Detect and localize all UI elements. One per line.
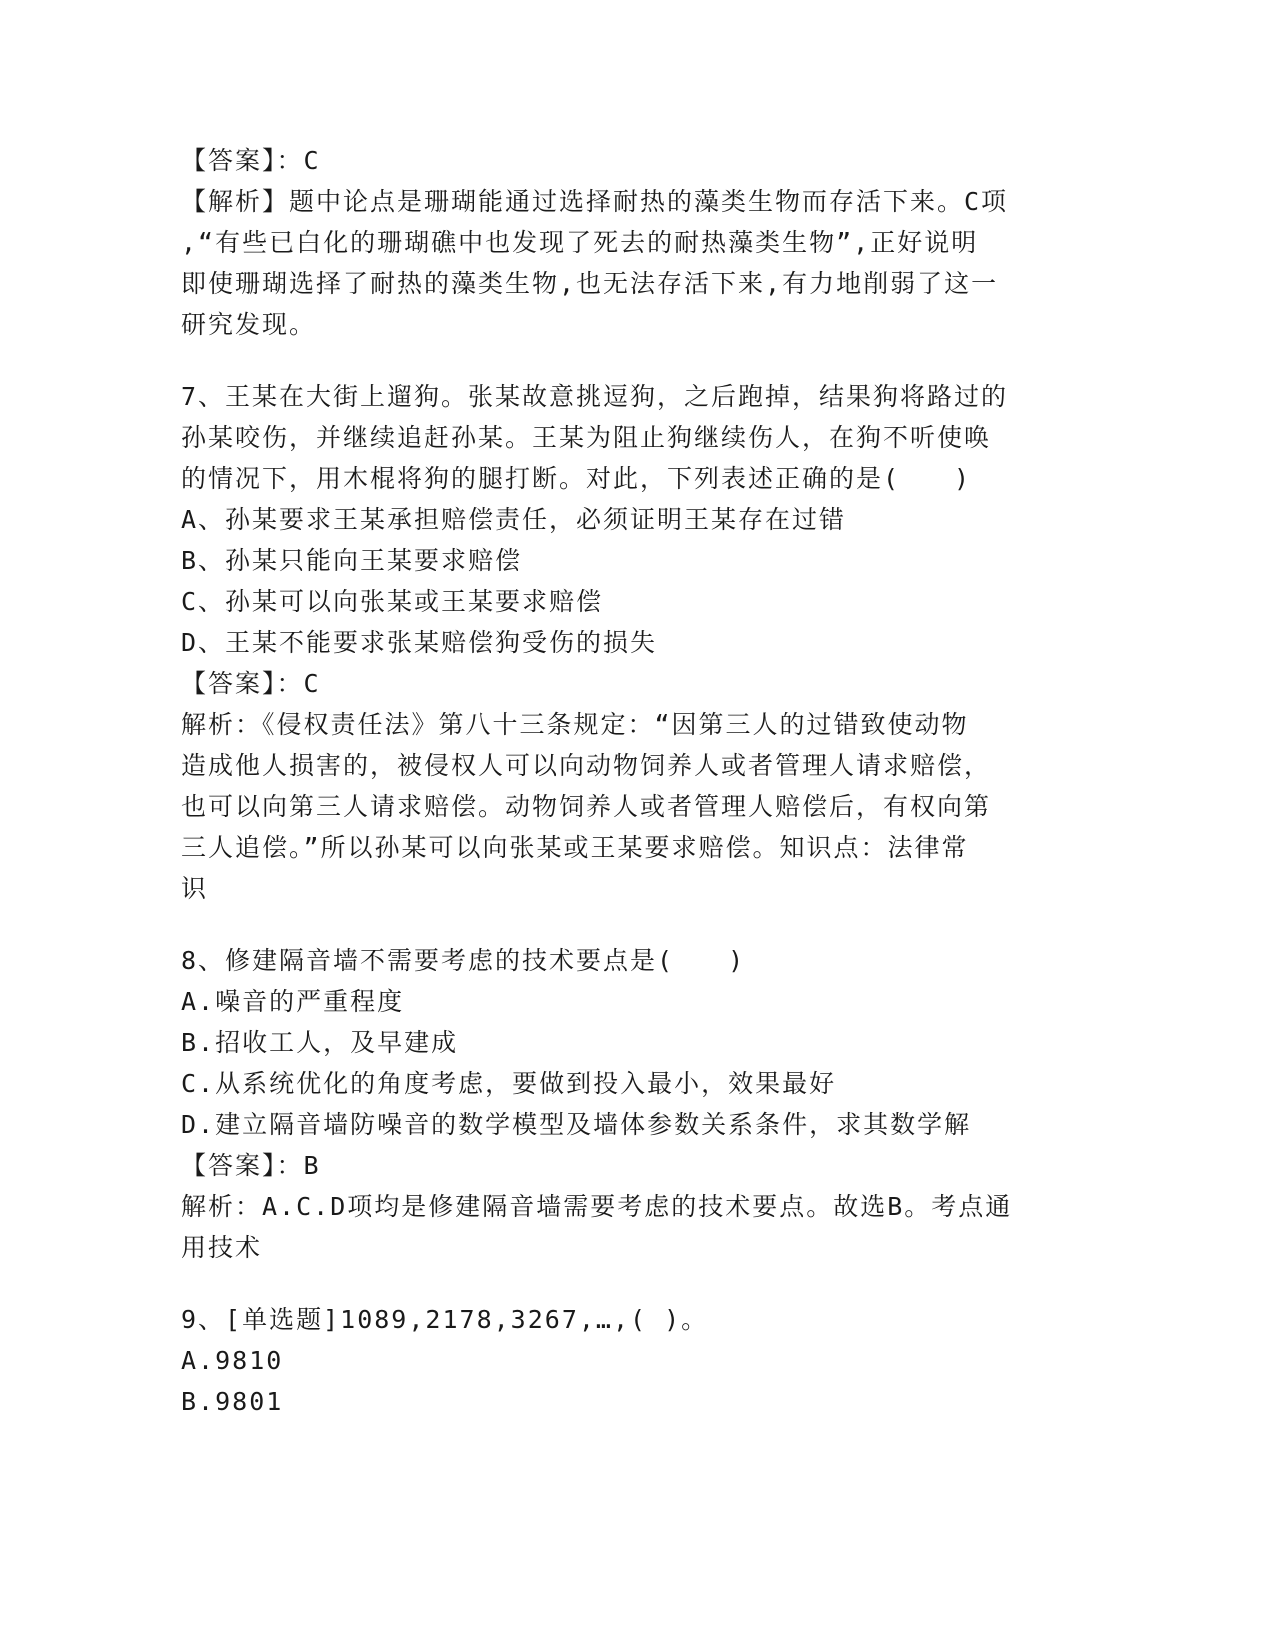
- explanation-line: 解析：《侵权责任法》第八十三条规定：“因第三人的过错致使动物: [181, 710, 969, 739]
- option-d: D.建立隔音墙防噪音的数学模型及墙体参数关系条件，求其数学解: [181, 1110, 972, 1139]
- question-8-answer: 【答案】：B: [181, 1151, 321, 1180]
- question-8-options: [181, 981, 1041, 1145]
- explanation-line: 识: [181, 874, 209, 903]
- question-9: [181, 1299, 1041, 1422]
- question-6-answer: 【答案】：C: [181, 146, 321, 175]
- stem-line: 9、[单选题]1089,2178,3267,…,( )。: [181, 1305, 709, 1334]
- option-c: C.从系统优化的角度考虑，要做到投入最小，效果最好: [181, 1069, 837, 1098]
- explanation-line: 研究发现。: [181, 310, 317, 339]
- explanation-line: 解析：A.C.D项均是修建隔音墙需要考虑的技术要点。故选B。考点通: [181, 1192, 1013, 1221]
- spacer: [181, 345, 1041, 376]
- spacer: [181, 1268, 1041, 1299]
- explanation-line: 用技术: [181, 1233, 263, 1262]
- spacer: [181, 909, 1041, 940]
- option-c: C、孙某可以向张某或王某要求赔偿: [181, 587, 604, 616]
- explanation-line: 也可以向第三人请求赔偿。动物饲养人或者管理人赔偿后，有权向第: [181, 792, 992, 821]
- stem-line: 7、王某在大街上遛狗。张某故意挑逗狗，之后跑掉，结果狗将路过的: [181, 382, 1009, 411]
- option-b: B.9801: [181, 1387, 284, 1416]
- question-7: [181, 376, 1041, 909]
- question-7-answer: 【答案】：C: [181, 669, 321, 698]
- option-b: B.招收工人，及早建成: [181, 1028, 459, 1057]
- explanation-line: 即使珊瑚选择了耐热的藻类生物,也无法存活下来,有力地削弱了这一: [181, 269, 999, 298]
- question-8: [181, 940, 1041, 1268]
- question-9-stem: [181, 1299, 1041, 1340]
- question-8-explanation: [181, 1186, 1041, 1268]
- explanation-line: ,“有些已白化的珊瑚礁中也发现了死去的耐热藻类生物”,正好说明: [181, 228, 979, 257]
- option-d: D、王某不能要求张某赔偿狗受伤的损失: [181, 628, 658, 657]
- question-9-options: [181, 1340, 1041, 1422]
- stem-line: 的情况下，用木棍将狗的腿打断。对此，下列表述正确的是( ): [181, 464, 972, 493]
- explanation-line: 【解析】题中论点是珊瑚能通过选择耐热的藻类生物而存活下来。C项: [181, 187, 1009, 216]
- option-a: A.噪音的严重程度: [181, 987, 405, 1016]
- question-7-options: [181, 499, 1041, 663]
- option-a: A、孙某要求王某承担赔偿责任，必须证明王某存在过错: [181, 505, 847, 534]
- explanation-line: 造成他人损害的，被侵权人可以向动物饲养人或者管理人请求赔偿，: [181, 751, 992, 780]
- stem-line: 孙某咬伤，并继续追赶孙某。王某为阻止狗继续伤人，在狗不听使唤: [181, 423, 992, 452]
- document-page: [181, 140, 1041, 1422]
- question-7-stem: [181, 376, 1041, 499]
- option-b: B、孙某只能向王某要求赔偿: [181, 546, 523, 575]
- question-8-stem: [181, 940, 1041, 981]
- question-6-explanation: [181, 181, 1041, 345]
- option-a: A.9810: [181, 1346, 284, 1375]
- question-7-explanation: [181, 704, 1041, 909]
- stem-line: 8、修建隔音墙不需要考虑的技术要点是( ): [181, 946, 746, 975]
- explanation-line: 三人追偿。”所以孙某可以向张某或王某要求赔偿。知识点：法律常: [181, 833, 969, 862]
